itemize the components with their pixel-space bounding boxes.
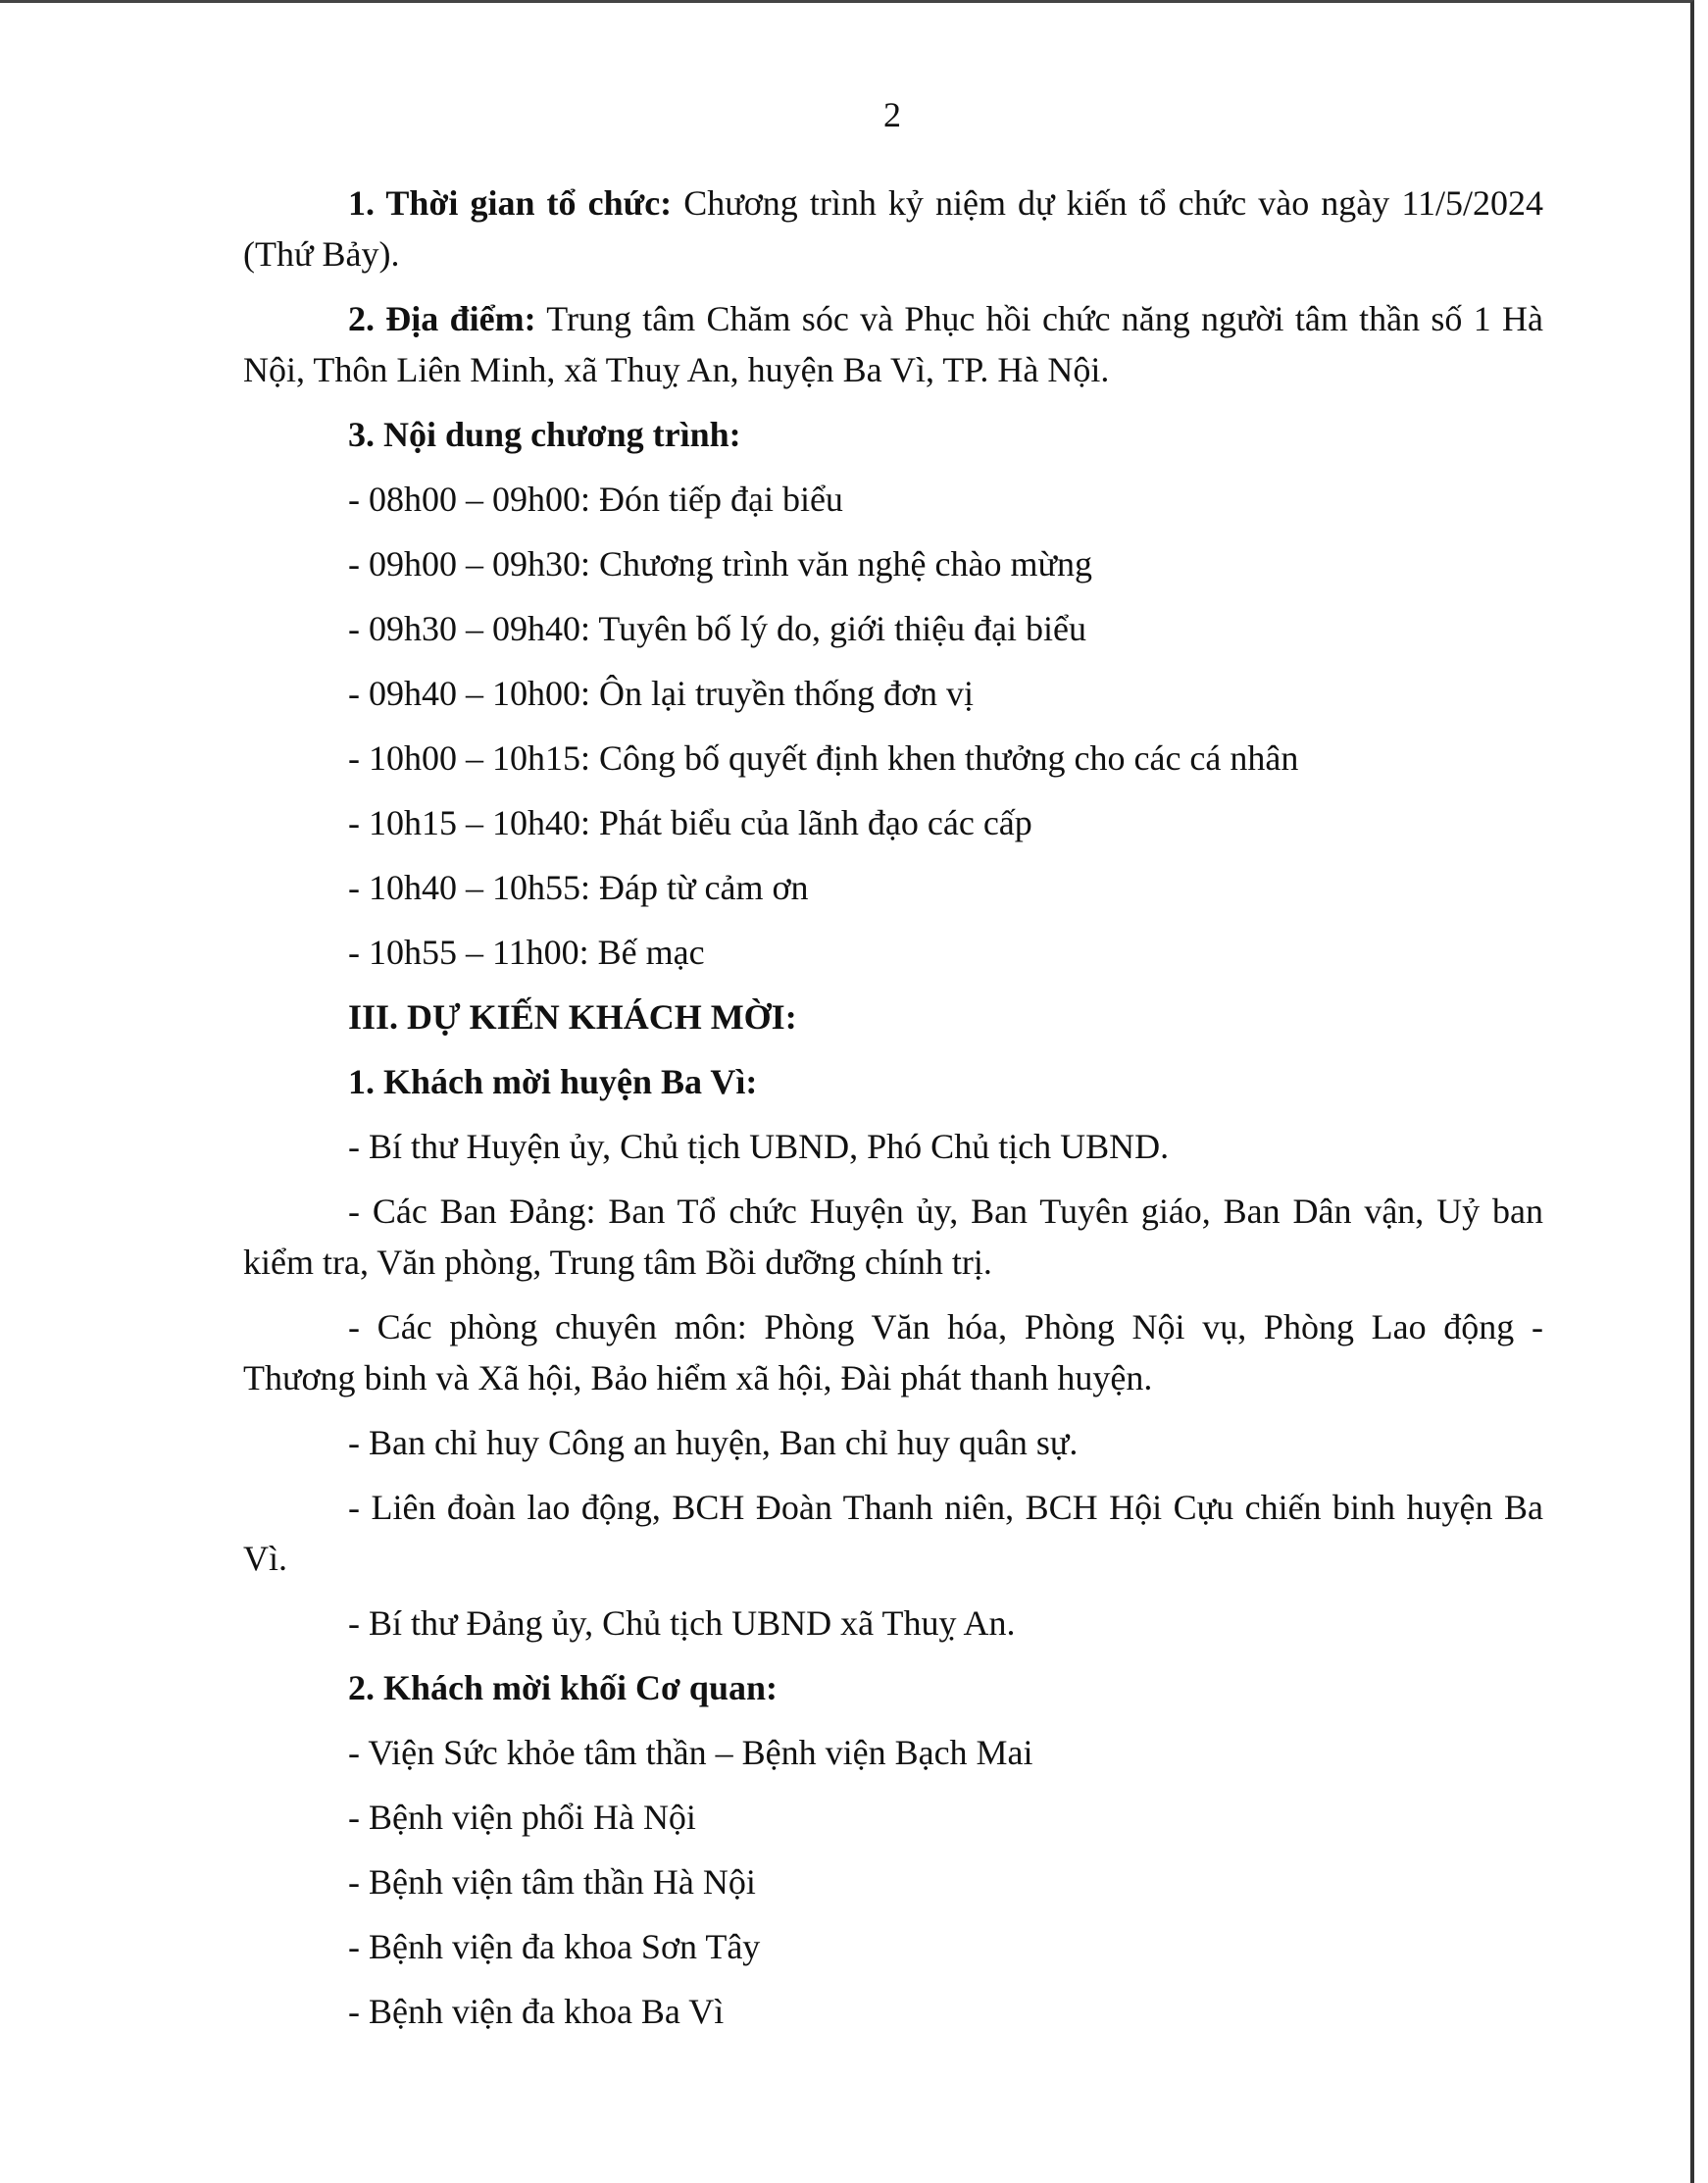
district-item: - Bí thư Đảng ủy, Chủ tịch UBND xã Thuỵ An. xyxy=(348,1603,1016,1643)
document-body xyxy=(243,178,1543,2051)
time-label: 1. Thời gian tổ chức: xyxy=(348,183,673,223)
agency-item: - Bệnh viện tâm thần Hà Nội xyxy=(348,1862,756,1902)
agency-item: - Bệnh viện đa khoa Ba Vì xyxy=(348,1992,725,2031)
place-text: Trung tâm Chăm sóc và Phục hồi chức năng người tâm thần số 1 Hà Nội, Thôn Liên Minh, xã Thuỵ An, huyện Ba Vì, TP. Hà Nội. xyxy=(243,299,1543,389)
district-item: - Các Ban Đảng: Ban Tổ chức Huyện ủy, Ban Tuyên giáo, Ban Dân vận, Uỷ ban kiểm tra, Văn phòng, Trung tâm Bồi dưỡng chính trị. xyxy=(243,1192,1543,1282)
program-item: - 09h30 – 09h40: Tuyên bố lý do, giới thiệu đại biểu xyxy=(348,609,1087,648)
time-paragraph xyxy=(243,178,1543,279)
district-item: - Ban chỉ huy Công an huyện, Ban chỉ huy quân sự. xyxy=(348,1423,1079,1462)
district-item: - Liên đoàn lao động, BCH Đoàn Thanh niên, BCH Hội Cựu chiến binh huyện Ba Vì. xyxy=(243,1488,1543,1578)
guests-heading: III. DỰ KIẾN KHÁCH MỜI: xyxy=(348,997,797,1037)
program-item: - 10h00 – 10h15: Công bố quyết định khen thưởng cho các cá nhân xyxy=(348,738,1299,778)
program-item: - 08h00 – 09h00: Đón tiếp đại biểu xyxy=(348,480,843,519)
place-label: 2. Địa điểm: xyxy=(348,299,536,338)
district-heading: 1. Khách mời huyện Ba Vì: xyxy=(348,1062,758,1101)
program-item: - 10h15 – 10h40: Phát biểu của lãnh đạo các cấp xyxy=(348,803,1032,842)
agency-item: - Bệnh viện đa khoa Sơn Tây xyxy=(348,1927,761,1966)
program-heading: 3. Nội dung chương trình: xyxy=(348,415,741,454)
district-item: - Các phòng chuyên môn: Phòng Văn hóa, Phòng Nội vụ, Phòng Lao động - Thương binh và Xã hội, Bảo hiểm xã hội, Đài phát thanh huyện. xyxy=(243,1307,1543,1397)
program-item: - 09h40 – 10h00: Ôn lại truyền thống đơn vị xyxy=(348,674,974,713)
agency-item: - Viện Sức khỏe tâm thần – Bệnh viện Bạch Mai xyxy=(348,1733,1033,1772)
agency-heading: 2. Khách mời khối Cơ quan: xyxy=(348,1668,778,1707)
agency-item: - Bệnh viện phổi Hà Nội xyxy=(348,1798,696,1837)
program-item: - 10h40 – 10h55: Đáp từ cảm ơn xyxy=(348,868,809,907)
program-item: - 09h00 – 09h30: Chương trình văn nghệ chào mừng xyxy=(348,544,1092,584)
district-item: - Bí thư Huyện ủy, Chủ tịch UBND, Phó Chủ tịch UBND. xyxy=(348,1127,1170,1166)
time-text: Chương trình kỷ niệm dự kiến tổ chức vào ngày 11/5/2024 (Thứ Bảy). xyxy=(243,183,1544,274)
place-paragraph xyxy=(243,293,1543,395)
page-number: 2 xyxy=(883,95,901,134)
program-item: - 10h55 – 11h00: Bế mạc xyxy=(348,933,705,972)
